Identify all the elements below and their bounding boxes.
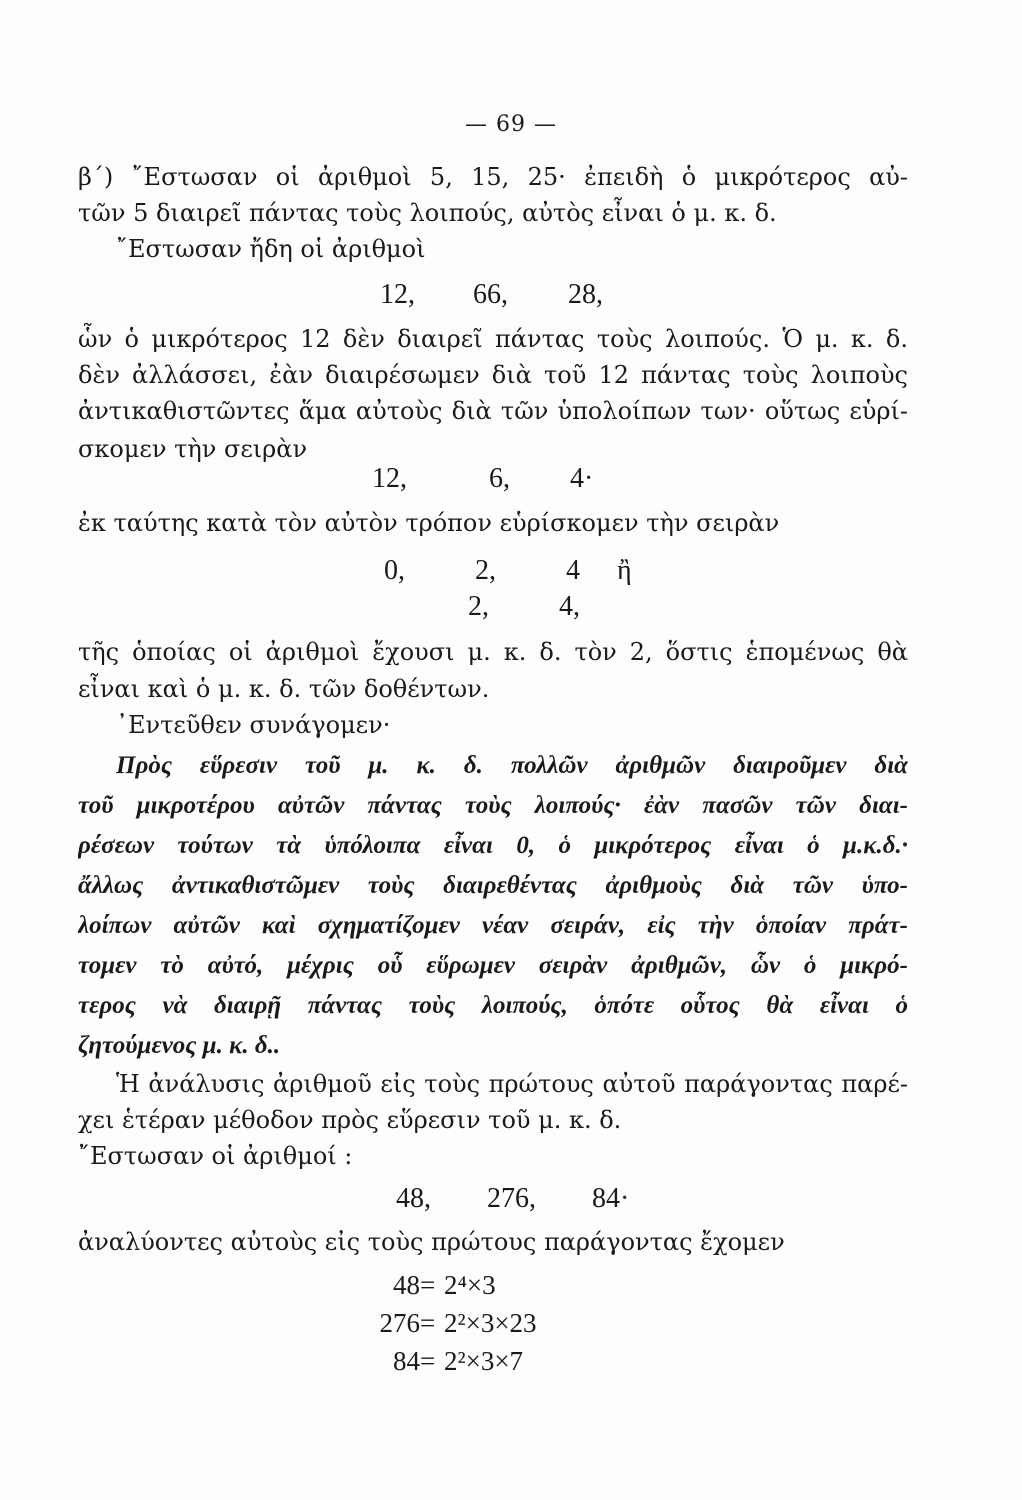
text-line: τῆς ὁποίας οἱ ἀριθμοὶ ἔχουσι μ. κ. δ. τὸν 2, ὅστις ἑπομένως θὰ — [78, 638, 908, 666]
rule-text-line: ρέσεων τούτων τὰ ὑπόλοιπα εἶναι 0, ὁ μικρότερος εἶναι ὁ μ.κ.δ.· — [78, 832, 908, 859]
rule-text-line: τομεν τὸ αὐτό, μέχρις οὗ εὕρωμεν σειρὰν ἀριθμῶν, ὧν ὁ μικρό- — [78, 952, 908, 979]
text-line: β΄) ῎Εστωσαν οἱ ἀριθμοὶ 5, 15, 25· ἐπειδὴ ὁ μικρότερος αὐ- — [78, 163, 908, 191]
text-line: σκομεν τὴν σειρὰν — [78, 435, 308, 463]
equation-rhs: 2⁴×3 — [444, 1270, 496, 1300]
number: 12, — [380, 279, 415, 310]
equation-lhs: 84 — [393, 1346, 420, 1376]
number-row — [468, 590, 580, 624]
equation-rhs: 2²×3×23 — [444, 1308, 537, 1338]
rule-text-line: Πρὸς εὕρεσιν τοῦ μ. κ. δ. πολλῶν ἀριθμῶν διαιροῦμεν διὰ — [116, 752, 908, 779]
text-line: χει ἑτέραν μέθοδον πρὸς εὕρεσιν τοῦ μ. κ. δ. — [78, 1106, 622, 1134]
text-line: ῎Εστωσαν ἤδη οἱ ἀριθμοὶ — [116, 235, 426, 263]
number-row — [372, 462, 593, 496]
number: 66, — [473, 279, 508, 310]
number: 28, — [568, 279, 603, 310]
text-line: εἶναι καὶ ὁ μ. κ. δ. τῶν δοθέντων. — [78, 675, 490, 703]
text-line: ᾿Εντεῦθεν συνάγομεν· — [116, 711, 391, 739]
number: 12, — [372, 463, 407, 494]
number: 48, — [396, 1183, 431, 1214]
rule-text-line: τοῦ μικροτέρου αὐτῶν πάντας τοὺς λοιπούς· ἐὰν πασῶν τῶν διαι- — [78, 792, 908, 819]
number: 6, — [489, 463, 510, 494]
number-row — [384, 554, 632, 588]
page-number: — 69 — — [465, 112, 557, 137]
number: 276, — [487, 1183, 536, 1214]
equation-sign: = — [420, 1308, 436, 1338]
number-row — [380, 278, 603, 312]
text-line: ῎Εστωσαν οἱ ἀριθμοί : — [78, 1142, 353, 1170]
number-row — [396, 1182, 629, 1216]
text-line: Ἡ ἀνάλυσις ἀριθμοῦ εἰς τοὺς πρώτους αὐτοῦ παράγοντας παρέ- — [116, 1070, 908, 1098]
number: 84· — [592, 1183, 630, 1214]
number: 0, — [384, 555, 405, 586]
equation-sign: = — [420, 1270, 436, 1300]
text-line: ἀντικαθιστῶντες ἅμα αὐτοὺς διὰ τῶν ὑπολοίπων των· οὕτως εὑρί- — [78, 397, 908, 425]
equation-lhs: 48 — [393, 1270, 420, 1300]
rule-text-line: τερος νὰ διαιρῇ πάντας τοὺς λοιπούς, ὁπότε οὗτος θὰ εἶναι ὁ — [78, 992, 908, 1019]
rule-text-line: λοίπων αὐτῶν καὶ σχηματίζομεν νέαν σειράν, εἰς τὴν ὁποίαν πράτ- — [78, 912, 908, 939]
text-line: τῶν 5 διαιρεῖ πάντας τοὺς λοιπούς, αὐτὸς εἶναι ὁ μ. κ. δ. — [78, 199, 777, 227]
text-line: ὧν ὁ μικρότερος 12 δὲν διαιρεῖ πάντας τοὺς λοιπούς. Ὁ μ. κ. δ. — [78, 325, 908, 353]
text-line: ἀναλύοντες αὐτοὺς εἰς τοὺς πρώτους παράγοντας ἔχομεν — [78, 1228, 785, 1256]
number: ἢ — [617, 555, 632, 586]
equation-sign: = — [420, 1346, 436, 1376]
equation-rhs: 2²×3×7 — [444, 1346, 524, 1376]
number: 2, — [468, 591, 489, 622]
rule-text-line: ἄλλως ἀντικαθιστῶμεν τοὺς διαιρεθέντας ἀριθμοὺς διὰ τῶν ὑπο- — [78, 872, 908, 899]
number: 4· — [570, 463, 594, 494]
text-line: δὲν ἀλλάσσει, ἐὰν διαιρέσωμεν διὰ τοῦ 12 πάντας τοὺς λοιποὺς — [78, 361, 908, 389]
equation-lhs: 276 — [379, 1308, 420, 1338]
number: 4, — [559, 591, 580, 622]
number: 2, — [475, 555, 496, 586]
number: 4 — [566, 555, 580, 586]
rule-text-line: ζητούμενος μ. κ. δ.. — [78, 1032, 281, 1059]
text-line: ἐκ ταύτης κατὰ τὸν αὐτὸν τρόπον εὑρίσκομεν τὴν σειρὰν — [78, 509, 780, 537]
